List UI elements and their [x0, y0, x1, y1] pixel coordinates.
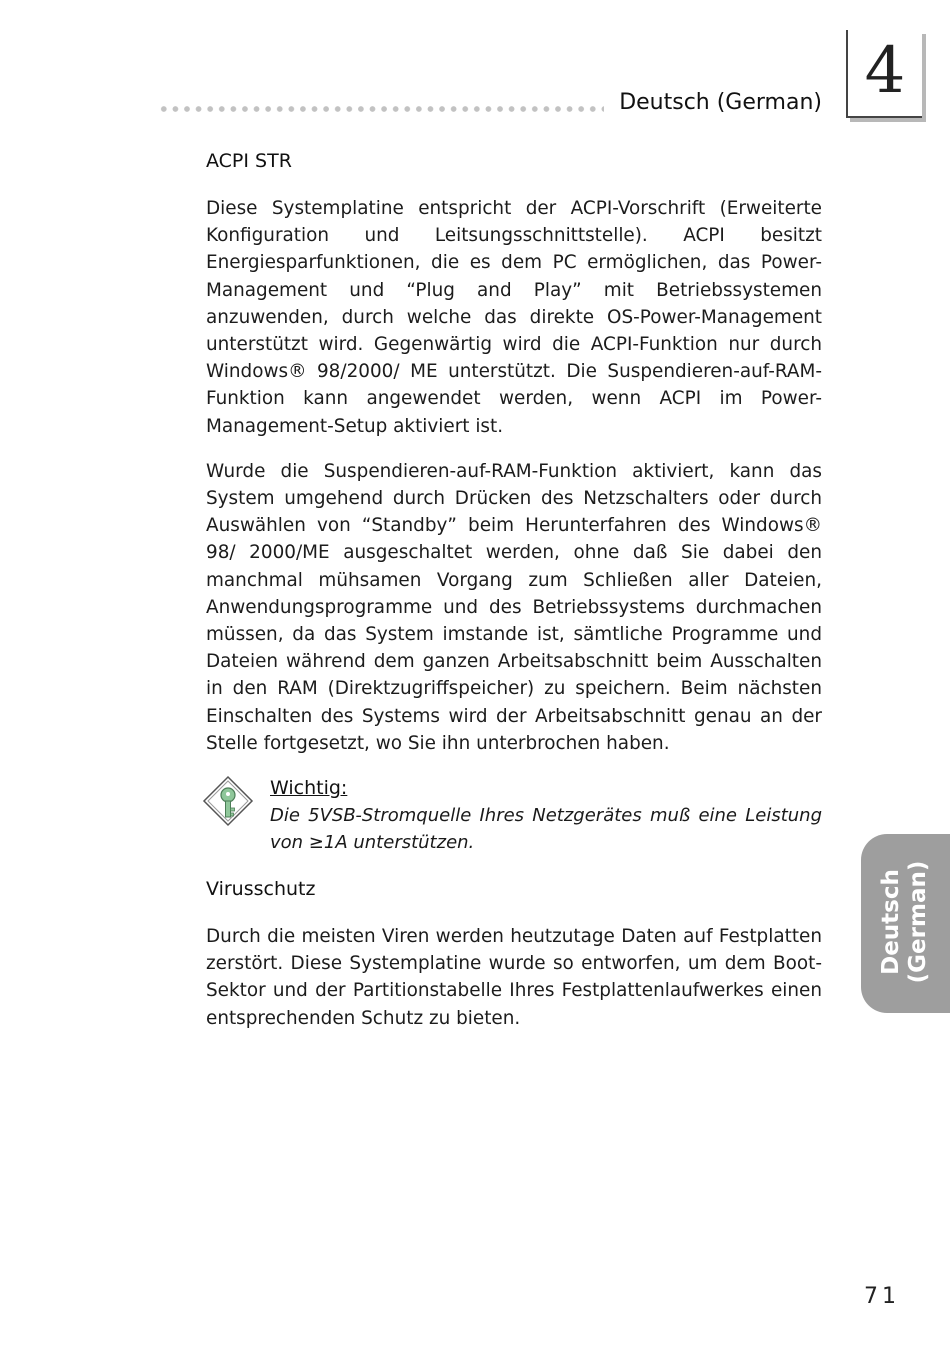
side-tab-line-1: Deutsch — [878, 869, 904, 975]
important-note — [206, 775, 822, 856]
note-title: Wichtig: — [270, 777, 348, 800]
header-dot-rule — [158, 104, 604, 114]
header-section-title: Deutsch (German) — [619, 90, 822, 115]
main-content — [206, 148, 822, 1050]
acpi-paragraph-1: Diese Systemplatine entspricht der ACPI-Vorschrift (Erweiterte Konfiguration und Leitsungsschnittstelle). ACPI besitzt Energiesparfunktionen, die es dem PC ermöglichen, das Power-Management und “Plug and Play” mit Betriebssystemen anzuwenden, durch welche das direkte OS-Power-Management unterstützt wird. Gegenwärtig wird die ACPI-Funktion nur durch Windows® 98/2000/ ME unterstützt. Die Suspendieren-auf-RAM-Funktion kann angewendet werden, wenn ACPI im Power-Management-Setup aktiviert ist. — [206, 198, 822, 437]
virus-heading: Virusschutz — [206, 878, 316, 901]
page-number: 71 — [864, 1284, 900, 1309]
side-tab-line-2: (German) — [905, 860, 931, 984]
virus-paragraph: Durch die meisten Viren werden heutzutage Daten auf Festplatten zerstört. Diese Systemplatine wurde so entworfen, um dem Boot-Sektor und der Partitionstabelle Ihres Festplattenlaufwerkes einen entsprechenden Schutz zu bieten. — [206, 926, 822, 1029]
acpi-heading: ACPI STR — [206, 150, 292, 172]
chapter-number: 4 — [864, 34, 906, 108]
acpi-paragraph-2: Wurde die Suspendieren-auf-RAM-Funktion aktiviert, kann das System umgehend durch Drücken des Netzschalters oder durch Auswählen von “Standby” beim Herunterfahren des Windows® 98/ 2000/ME ausgeschaltet werden, ohne daß Sie dabei den manchmal mühsamen Vorgang zum Schließen aller Dateien, Anwendungsprogramme und des Betriebssystems durchmachen müssen, da das System imstande ist, sämtliche Programme und Dateien während dem ganzen Arbeitsabschnitt beim Ausschalten in den RAM (Direktzugriffspeicher) zu speichern. Beim nächsten Einschalten des Systems wird der Arbeitsabschnitt genau an der Stelle fortgesetzt, wo Sie ihn unterbrochen haben. — [206, 460, 822, 754]
key-icon — [202, 775, 254, 827]
side-tab-label — [878, 861, 932, 984]
note-text: Die 5VSB-Stromquelle Ihres Netzgerätes muß eine Leistung von ≥1A unterstützen. — [270, 805, 822, 854]
